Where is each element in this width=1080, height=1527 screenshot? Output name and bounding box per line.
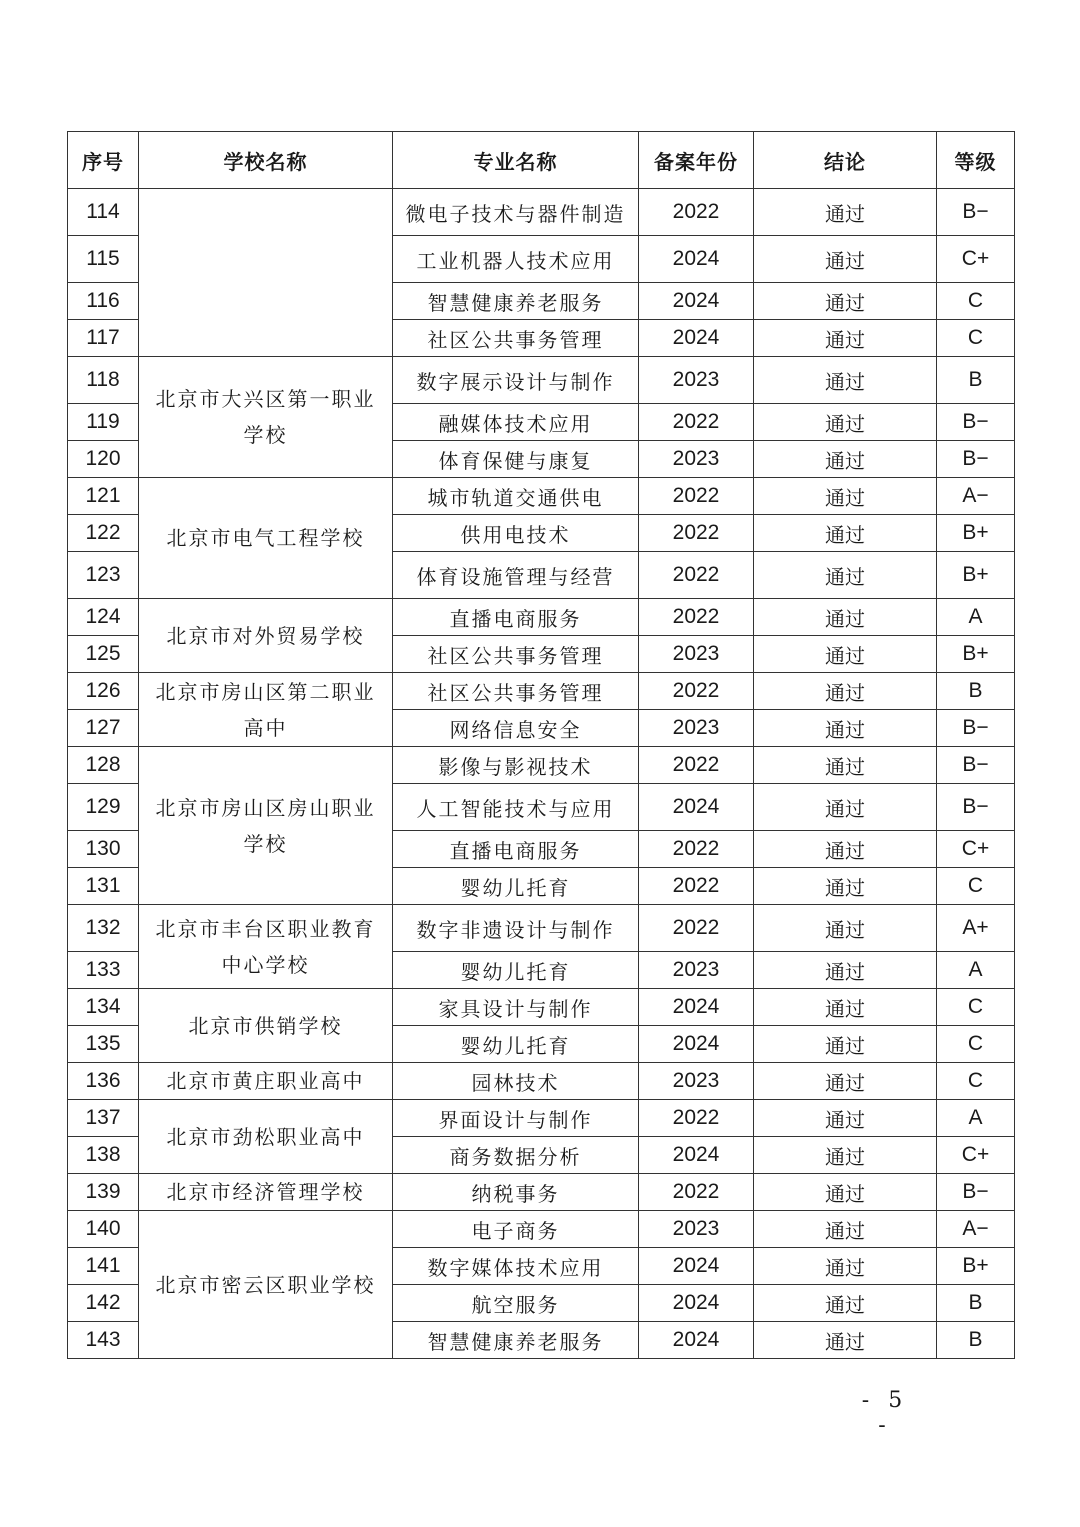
major-name: 社区公共事务管理 (393, 673, 639, 710)
page-number: - 5 - (861, 1388, 909, 1438)
header-result: 结论 (754, 132, 937, 189)
filing-year: 2023 (639, 441, 754, 478)
header-row (68, 132, 1015, 189)
filing-year: 2022 (639, 831, 754, 868)
filing-year: 2022 (639, 478, 754, 515)
major-name: 直播电商服务 (393, 831, 639, 868)
school-name: 北京市供销学校 (139, 989, 393, 1063)
grade: B (937, 673, 1015, 710)
filing-year: 2024 (639, 320, 754, 357)
filing-year: 2024 (639, 1248, 754, 1285)
grade: B− (937, 747, 1015, 784)
row-index: 131 (68, 868, 139, 905)
grade: B+ (937, 1248, 1015, 1285)
school-name: 北京市房山区房山职业学校 (139, 747, 393, 905)
header-index: 序号 (68, 132, 139, 189)
filing-year: 2022 (639, 1174, 754, 1211)
table-row (68, 747, 1015, 784)
major-name: 微电子技术与器件制造 (393, 189, 639, 236)
filing-year: 2023 (639, 636, 754, 673)
conclusion: 通过 (754, 552, 937, 599)
row-index: 118 (68, 357, 139, 404)
major-name: 婴幼儿托育 (393, 1026, 639, 1063)
conclusion: 通过 (754, 441, 937, 478)
row-index: 137 (68, 1100, 139, 1137)
row-index: 138 (68, 1137, 139, 1174)
major-name: 影像与影视技术 (393, 747, 639, 784)
table-row (68, 1100, 1015, 1137)
conclusion: 通过 (754, 1137, 937, 1174)
grade: C+ (937, 831, 1015, 868)
major-name: 体育设施管理与经营 (393, 552, 639, 599)
conclusion: 通过 (754, 989, 937, 1026)
conclusion: 通过 (754, 831, 937, 868)
conclusion: 通过 (754, 710, 937, 747)
major-name: 数字展示设计与制作 (393, 357, 639, 404)
table-row (68, 599, 1015, 636)
major-name: 婴幼儿托育 (393, 868, 639, 905)
conclusion: 通过 (754, 1285, 937, 1322)
major-name: 商务数据分析 (393, 1137, 639, 1174)
conclusion: 通过 (754, 236, 937, 283)
school-name: 北京市房山区第二职业高中 (139, 673, 393, 747)
table-row (68, 189, 1015, 236)
filing-year: 2022 (639, 1100, 754, 1137)
school-name: 北京市对外贸易学校 (139, 599, 393, 673)
filing-year: 2022 (639, 189, 754, 236)
row-index: 123 (68, 552, 139, 599)
filing-year: 2023 (639, 952, 754, 989)
major-name: 人工智能技术与应用 (393, 784, 639, 831)
grade: B− (937, 441, 1015, 478)
row-index: 124 (68, 599, 139, 636)
major-name: 社区公共事务管理 (393, 320, 639, 357)
grade: B (937, 1285, 1015, 1322)
row-index: 126 (68, 673, 139, 710)
conclusion: 通过 (754, 636, 937, 673)
filing-year: 2024 (639, 989, 754, 1026)
major-name: 园林技术 (393, 1063, 639, 1100)
conclusion: 通过 (754, 747, 937, 784)
grade: B+ (937, 552, 1015, 599)
major-name: 纳税事务 (393, 1174, 639, 1211)
grade: B− (937, 710, 1015, 747)
grade: A+ (937, 905, 1015, 952)
row-index: 132 (68, 905, 139, 952)
header-year: 备案年份 (639, 132, 754, 189)
conclusion: 通过 (754, 320, 937, 357)
filing-year: 2024 (639, 236, 754, 283)
grade: B− (937, 189, 1015, 236)
major-name: 智慧健康养老服务 (393, 1322, 639, 1359)
major-name: 智慧健康养老服务 (393, 283, 639, 320)
table-row (68, 1174, 1015, 1211)
conclusion: 通过 (754, 478, 937, 515)
conclusion: 通过 (754, 599, 937, 636)
major-name: 体育保健与康复 (393, 441, 639, 478)
grade: C (937, 868, 1015, 905)
header-school: 学校名称 (139, 132, 393, 189)
table-row (68, 357, 1015, 404)
major-name: 供用电技术 (393, 515, 639, 552)
grade: C (937, 989, 1015, 1026)
major-name: 数字非遗设计与制作 (393, 905, 639, 952)
major-name: 电子商务 (393, 1211, 639, 1248)
major-name: 社区公共事务管理 (393, 636, 639, 673)
conclusion: 通过 (754, 868, 937, 905)
grade: C (937, 1026, 1015, 1063)
row-index: 129 (68, 784, 139, 831)
grade: B (937, 357, 1015, 404)
grade: A (937, 1100, 1015, 1137)
filing-year: 2022 (639, 673, 754, 710)
filing-year: 2024 (639, 1285, 754, 1322)
filing-year: 2024 (639, 1322, 754, 1359)
table-row (68, 1063, 1015, 1100)
filing-year: 2023 (639, 710, 754, 747)
filing-year: 2022 (639, 552, 754, 599)
grade: A− (937, 478, 1015, 515)
row-index: 142 (68, 1285, 139, 1322)
table-body (68, 189, 1015, 1359)
filing-year: 2022 (639, 404, 754, 441)
grade: B (937, 1322, 1015, 1359)
filing-year: 2024 (639, 1137, 754, 1174)
table-row (68, 478, 1015, 515)
grade: A (937, 952, 1015, 989)
conclusion: 通过 (754, 189, 937, 236)
major-name: 航空服务 (393, 1285, 639, 1322)
grade: A− (937, 1211, 1015, 1248)
major-name: 城市轨道交通供电 (393, 478, 639, 515)
table-row (68, 1211, 1015, 1248)
filing-year: 2023 (639, 357, 754, 404)
table-row (68, 905, 1015, 952)
row-index: 120 (68, 441, 139, 478)
filing-year: 2024 (639, 1026, 754, 1063)
row-index: 114 (68, 189, 139, 236)
row-index: 115 (68, 236, 139, 283)
conclusion: 通过 (754, 1174, 937, 1211)
row-index: 121 (68, 478, 139, 515)
conclusion: 通过 (754, 357, 937, 404)
conclusion: 通过 (754, 283, 937, 320)
row-index: 119 (68, 404, 139, 441)
conclusion: 通过 (754, 784, 937, 831)
table-row (68, 673, 1015, 710)
row-index: 127 (68, 710, 139, 747)
grade: A (937, 599, 1015, 636)
conclusion: 通过 (754, 1211, 937, 1248)
row-index: 139 (68, 1174, 139, 1211)
school-name: 北京市黄庄职业高中 (139, 1063, 393, 1100)
row-index: 143 (68, 1322, 139, 1359)
grade: B− (937, 404, 1015, 441)
grade: C (937, 1063, 1015, 1100)
table-row (68, 989, 1015, 1026)
record-table (67, 131, 1015, 1359)
grade: B+ (937, 515, 1015, 552)
school-name: 北京市劲松职业高中 (139, 1100, 393, 1174)
filing-year: 2022 (639, 868, 754, 905)
row-index: 128 (68, 747, 139, 784)
row-index: 125 (68, 636, 139, 673)
school-name: 北京市电气工程学校 (139, 478, 393, 599)
row-index: 116 (68, 283, 139, 320)
conclusion: 通过 (754, 404, 937, 441)
filing-year: 2022 (639, 515, 754, 552)
filing-year: 2022 (639, 905, 754, 952)
grade: B− (937, 1174, 1015, 1211)
major-name: 家具设计与制作 (393, 989, 639, 1026)
major-name: 婴幼儿托育 (393, 952, 639, 989)
grade: B− (937, 784, 1015, 831)
row-index: 122 (68, 515, 139, 552)
filing-year: 2022 (639, 747, 754, 784)
conclusion: 通过 (754, 952, 937, 989)
row-index: 130 (68, 831, 139, 868)
row-index: 133 (68, 952, 139, 989)
filing-year: 2023 (639, 1063, 754, 1100)
school-name: 北京市丰台区职业教育中心学校 (139, 905, 393, 989)
row-index: 136 (68, 1063, 139, 1100)
grade: C (937, 320, 1015, 357)
major-name: 融媒体技术应用 (393, 404, 639, 441)
header-grade: 等级 (937, 132, 1015, 189)
major-name: 界面设计与制作 (393, 1100, 639, 1137)
row-index: 117 (68, 320, 139, 357)
conclusion: 通过 (754, 1322, 937, 1359)
grade: C (937, 283, 1015, 320)
filing-year: 2023 (639, 1211, 754, 1248)
filing-year: 2024 (639, 784, 754, 831)
major-name: 工业机器人技术应用 (393, 236, 639, 283)
header-major: 专业名称 (393, 132, 639, 189)
conclusion: 通过 (754, 673, 937, 710)
conclusion: 通过 (754, 1100, 937, 1137)
school-name: 北京市经济管理学校 (139, 1174, 393, 1211)
filing-year: 2022 (639, 599, 754, 636)
conclusion: 通过 (754, 905, 937, 952)
row-index: 141 (68, 1248, 139, 1285)
conclusion: 通过 (754, 1063, 937, 1100)
row-index: 134 (68, 989, 139, 1026)
grade: C+ (937, 236, 1015, 283)
school-name: 北京市密云区职业学校 (139, 1211, 393, 1359)
conclusion: 通过 (754, 515, 937, 552)
conclusion: 通过 (754, 1248, 937, 1285)
major-name: 网络信息安全 (393, 710, 639, 747)
conclusion: 通过 (754, 1026, 937, 1063)
row-index: 140 (68, 1211, 139, 1248)
school-name: 北京市大兴区第一职业学校 (139, 357, 393, 478)
grade: C+ (937, 1137, 1015, 1174)
filing-year: 2024 (639, 283, 754, 320)
row-index: 135 (68, 1026, 139, 1063)
grade: B+ (937, 636, 1015, 673)
major-name: 直播电商服务 (393, 599, 639, 636)
school-name (139, 189, 393, 357)
major-name: 数字媒体技术应用 (393, 1248, 639, 1285)
